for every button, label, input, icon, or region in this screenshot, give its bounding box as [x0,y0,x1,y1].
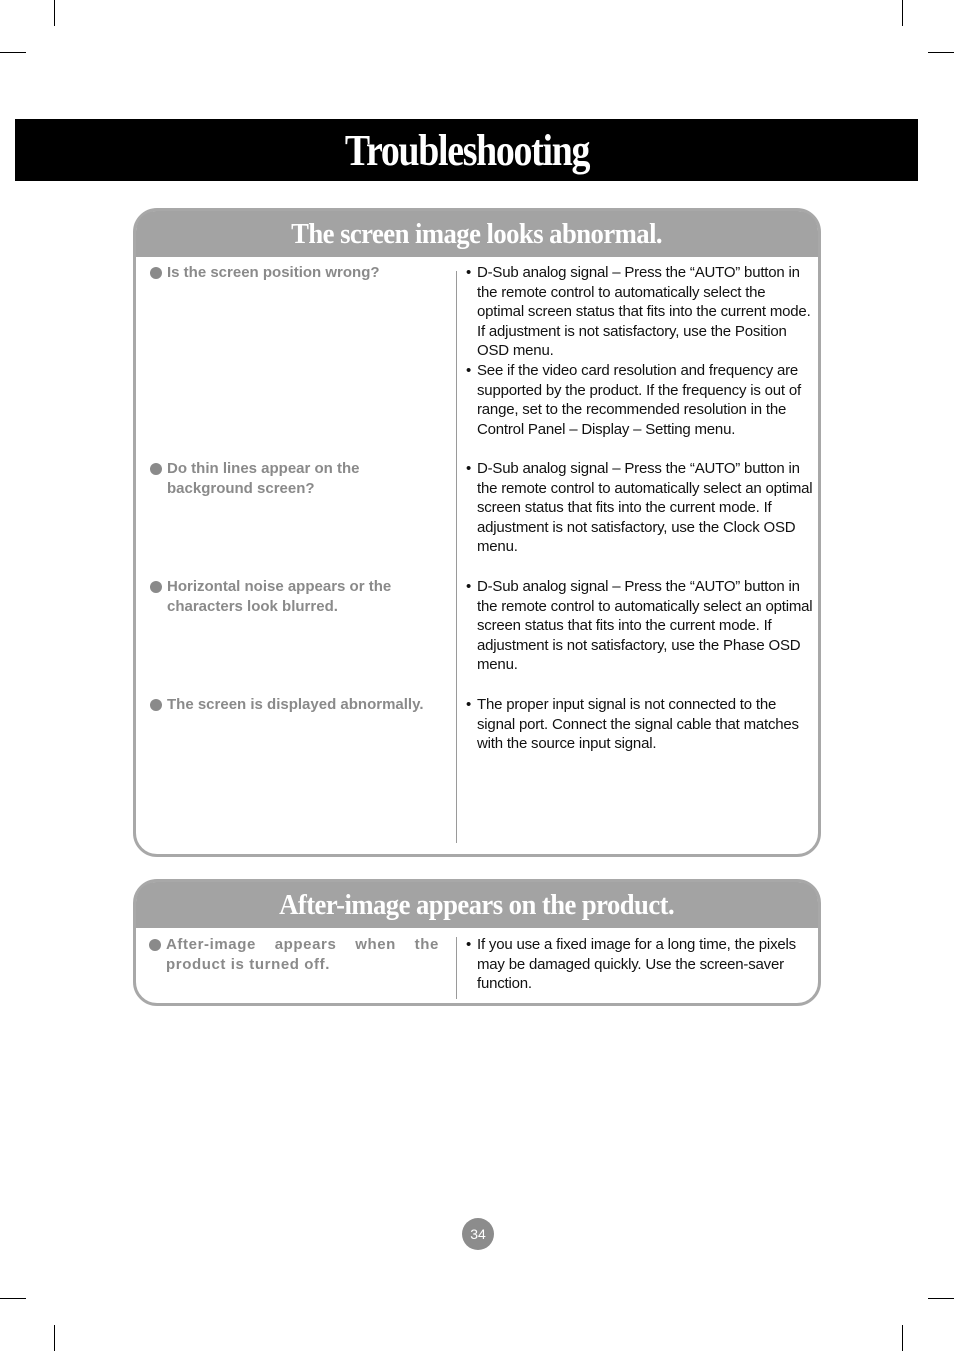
answer-item: • If you use a fixed image for a long time, the pixels may be damaged quickly. Use the screen-saver function. [466,935,816,994]
question-text: Do thin lines appear on the background screen? [167,460,360,497]
answer-column [466,935,816,994]
column-divider [456,271,457,843]
question-item [150,695,450,715]
question-text: After-image appears when the product is turned off. [166,936,439,973]
question-item [150,459,390,499]
column-divider [456,937,457,999]
section-heading-bar [136,211,818,257]
page-number: 34 [470,1226,486,1242]
crop-mark [54,0,55,26]
page-number-badge [462,1218,494,1250]
question-item [149,935,439,975]
crop-mark [0,1298,26,1299]
question-text: Is the screen position wrong? [167,264,380,281]
answer-column [466,577,816,675]
bullet-dot [149,939,161,951]
section-heading: After-image appears on the product. [279,888,675,921]
answer-item: • D-Sub analog signal – Press the “AUTO” button in the remote control to automatically select an optimal screen status that fits into the current mode. If adjustment is not satisfactory, use the Clock OSD menu. [466,459,816,557]
answer-item: • D-Sub analog signal – Press the “AUTO” button in the remote control to automatically select the optimal screen status that fits into the current mode. If adjustment is not satisfactory, use the Position OSD menu. [466,263,816,361]
crop-mark [0,52,26,53]
crop-mark [928,1298,954,1299]
bullet-dot [150,581,162,593]
crop-mark [902,1325,903,1351]
bullet-dot [150,699,162,711]
page-title-bar [15,119,918,181]
answer-column [466,263,816,439]
bullet-dot [150,463,162,475]
page-title: Troubleshooting [344,125,589,175]
question-item [150,577,420,617]
answer-item: • See if the video card resolution and frequency are supported by the product. If the frequency is out of range, set to the recommended resolution in the Control Panel – Display – Setting menu. [466,361,816,439]
answer-item: • D-Sub analog signal – Press the “AUTO” button in the remote control to automatically select an optimal screen status that fits into the current mode. If adjustment is not satisfactory, use the Phase OSD menu. [466,577,816,675]
crop-mark [902,0,903,26]
question-item [150,263,450,283]
answer-column [466,459,816,557]
section-after-image [133,879,821,1006]
crop-mark [928,52,954,53]
question-text: Horizontal noise appears or the characters look blurred. [167,578,392,615]
section-screen-abnormal [133,208,821,857]
bullet-dot [150,267,162,279]
question-text: The screen is displayed abnormally. [167,696,424,713]
crop-mark [54,1325,55,1351]
answer-item: • The proper input signal is not connected to the signal port. Connect the signal cable that matches with the source input signal. [466,695,816,754]
section-heading: The screen image looks abnormal. [291,217,663,250]
answer-column [466,695,816,754]
section-heading-bar [136,882,818,928]
